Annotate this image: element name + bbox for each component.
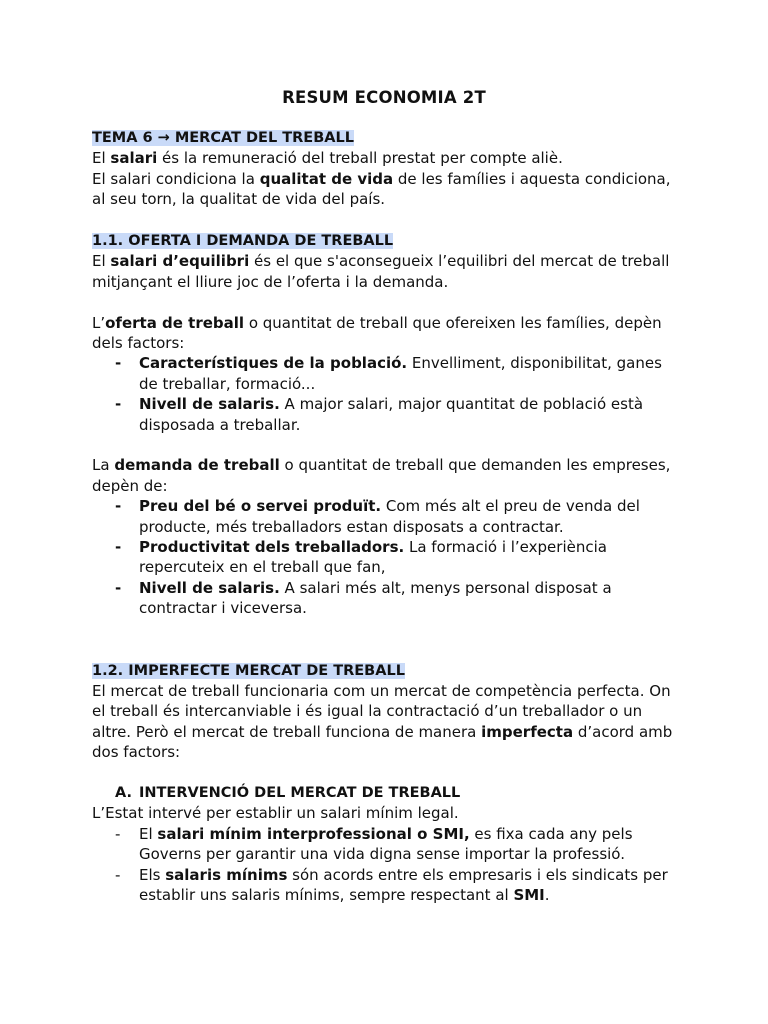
- paragraph: El salari és la remuneració del treball prestat per compte aliè.: [92, 149, 563, 168]
- document-title: RESUM ECONOMIA 2T: [282, 88, 486, 107]
- paragraph: L’Estat intervé per establir un salari mínim legal.: [92, 804, 459, 823]
- oferta-factors-list: [92, 353, 682, 435]
- paragraph: El mercat de treball funcionaria com un mercat de competència perfecta. On el treball és intercanviable i és igual la contractació d’un treballador o un altre. Però el mercat de treball funciona de manera imperfecta d’acord amb dos factors:: [92, 681, 673, 762]
- list-item: - Els salaris mínims són acords entre els empresaris i els sindicats per establir uns salaris mínims, sempre respectant al SMI.: [115, 865, 668, 904]
- paragraph-demanda: La demanda de treball o quantitat de treball que demanden les empreses, depèn de:: [92, 456, 671, 495]
- section-heading-tema6: TEMA 6 → MERCAT DEL TREBALL: [92, 130, 354, 146]
- list-item: - Preu del bé o servei produït. Com més alt el preu de venda del producte, més treballadors estan disposats a contractar.: [115, 497, 640, 536]
- list-item: - Productivitat dels treballadors. La formació i l’experiència repercuteix en el treball que fan,: [115, 538, 607, 577]
- list-item: - Característiques de la població. Envelliment, disponibilitat, ganes de treballar, formació...: [115, 354, 662, 393]
- paragraph: El salari d’equilibri és el que s'aconsegueix l’equilibri del mercat de treball mitjançant el lliure joc de l’oferta i la demanda.: [92, 252, 670, 291]
- list-item: - Nivell de salaris. A major salari, major quantitat de població està disposada a treballar.: [115, 395, 644, 434]
- section-heading-1-1: 1.1. OFERTA I DEMANDA DE TREBALL: [92, 233, 394, 250]
- list-item: - Nivell de salaris. A salari més alt, menys personal disposat a contractar i viceversa.: [115, 578, 612, 618]
- list-item: - El salari mínim interprofessional o SMI, es fixa cada any pels Governs per garantir una vida digna sense importar la professió.: [115, 824, 633, 864]
- subsection-heading-a: A. INTERVENCIÓ DEL MERCAT DE TREBALL: [115, 784, 461, 801]
- paragraph: El salari condiciona la qualitat de vida de les famílies i aquesta condiciona, al seu torn, la qualitat de vida del país.: [92, 169, 671, 209]
- document-body: [92, 127, 682, 905]
- demanda-factors-list: [92, 496, 682, 618]
- smi-list: [92, 824, 682, 906]
- paragraph-oferta: L’oferta de treball o quantitat de treball que ofereixen les famílies, depèn dels factors:: [92, 313, 662, 353]
- section-heading-1-2: 1.2. IMPERFECTE MERCAT DE TREBALL: [92, 662, 405, 679]
